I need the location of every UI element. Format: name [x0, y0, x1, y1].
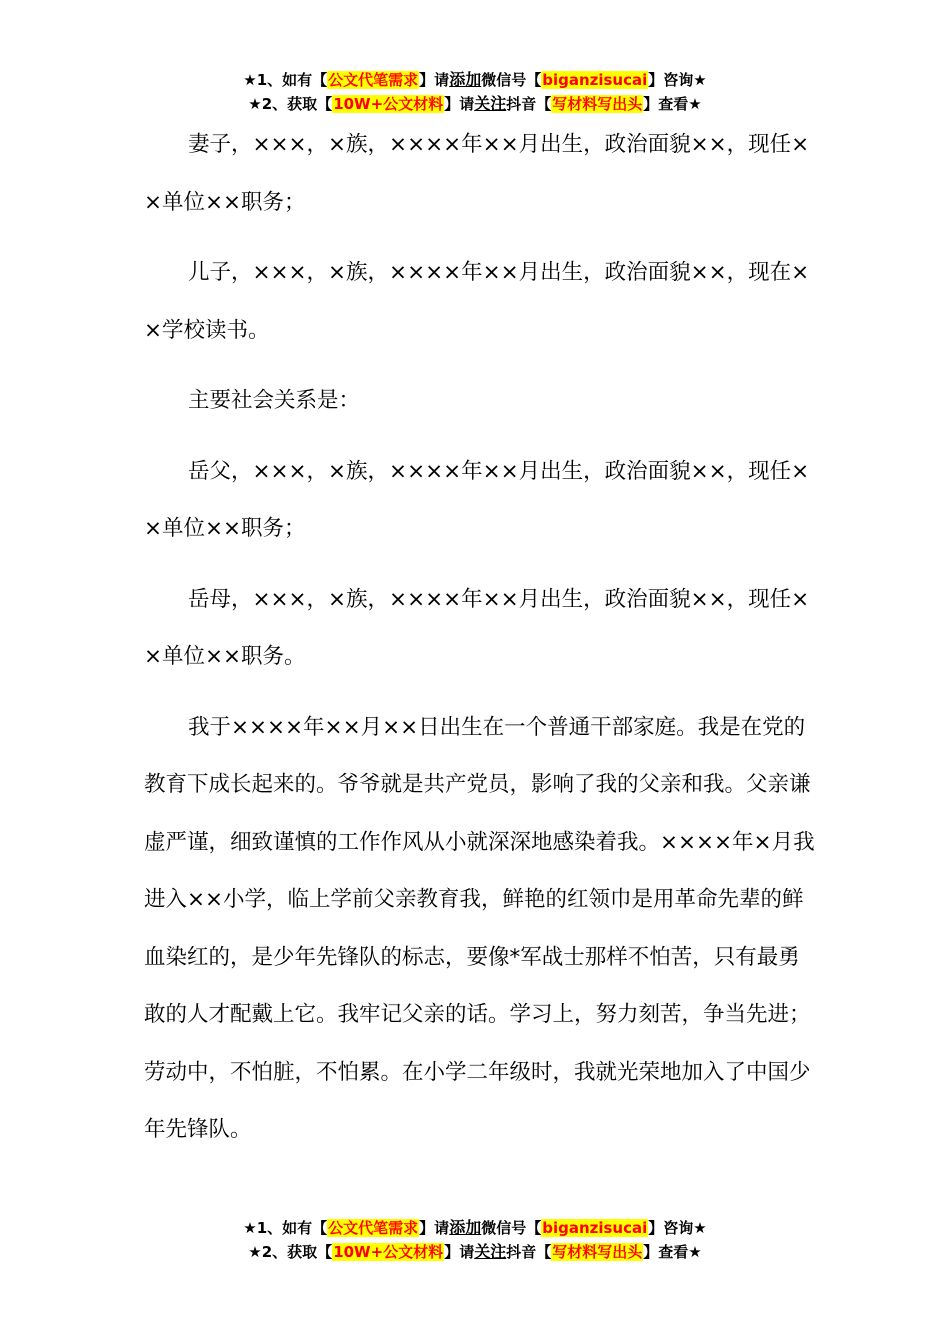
- banner-text: 】咨询★: [648, 1219, 707, 1237]
- highlight-douyin-account: 写材料写出头: [552, 95, 643, 113]
- banner-line-1: [0, 69, 950, 93]
- highlight-service: 公文代笔需求: [328, 71, 419, 89]
- banner-line-2: [0, 1241, 950, 1265]
- banner-text: 】请: [419, 71, 450, 89]
- banner-line-1: [0, 1217, 950, 1241]
- paragraph-personal-history: 我于××××年××月××日出生在一个普通干部家庭。我是在党的教育下成长起来的。爷爷就是共产党员，影响了我的父亲和我。父亲谦虚严谨，细致谨慎的工作作风从小就深深地感染着我。××××年×月我进入××小学，临上学前父亲教育我，鲜艳的红领巾是用革命先辈的鲜血染红的，是少年先锋队的标志，要像*军战士那样不怕苦，只有最勇敢的人才配戴上它。我牢记父亲的话。学习上，努力刻苦，争当先进；劳动中，不怕脏，不怕累。在小学二年级时，我就光荣地加入了中国少年先锋队。: [144, 714, 815, 1142]
- banner-text: 】请: [444, 1243, 475, 1261]
- banner-text: 】查看★: [643, 95, 702, 113]
- paragraph-son: 儿子，×××，×族，××××年××月出生，政治面貌××，现在××学校读书。: [144, 260, 810, 343]
- banner-text: 】咨询★: [648, 71, 707, 89]
- banner-text: ★1、如有【: [243, 71, 328, 89]
- banner-emphasis: 关注: [474, 1242, 507, 1261]
- banner-text: 】查看★: [643, 1243, 702, 1261]
- banner-line-2: [0, 93, 950, 117]
- highlight-service: 公文代笔需求: [328, 1219, 419, 1237]
- paragraph-wife: 妻子，×××，×族，××××年××月出生，政治面貌××，现任××单位××职务；: [144, 132, 810, 215]
- header-banner: [0, 69, 950, 117]
- highlight-wechat-id: biganzisucai: [542, 71, 648, 89]
- banner-emphasis: 添加: [449, 70, 482, 89]
- banner-text: ★2、获取【: [248, 95, 333, 113]
- banner-text: 】请: [444, 95, 475, 113]
- highlight-materials: 10W+公文材料: [333, 95, 444, 113]
- banner-text: 抖音【: [506, 95, 552, 113]
- footer-banner: [0, 1217, 950, 1265]
- paragraph-social-relations: 主要社会关系是：: [188, 388, 361, 413]
- banner-text: 微信号【: [481, 71, 542, 89]
- banner-text: 】请: [419, 1219, 450, 1237]
- banner-text: 抖音【: [506, 1243, 552, 1261]
- highlight-douyin-account: 写材料写出头: [552, 1243, 643, 1261]
- paragraph-mother-in-law: 岳母，×××，×族，××××年××月出生，政治面貌××，现任××单位××职务。: [144, 586, 810, 669]
- highlight-materials: 10W+公文材料: [333, 1243, 444, 1261]
- banner-text: ★2、获取【: [248, 1243, 333, 1261]
- banner-emphasis: 添加: [449, 1218, 482, 1237]
- document-body: [144, 116, 820, 1172]
- banner-text: 微信号【: [481, 1219, 542, 1237]
- banner-emphasis: 关注: [474, 94, 507, 113]
- paragraph-father-in-law: 岳父，×××，×族，××××年××月出生，政治面貌××，现任××单位××职务；: [144, 458, 810, 541]
- highlight-wechat-id: biganzisucai: [542, 1219, 648, 1237]
- banner-text: ★1、如有【: [243, 1219, 328, 1237]
